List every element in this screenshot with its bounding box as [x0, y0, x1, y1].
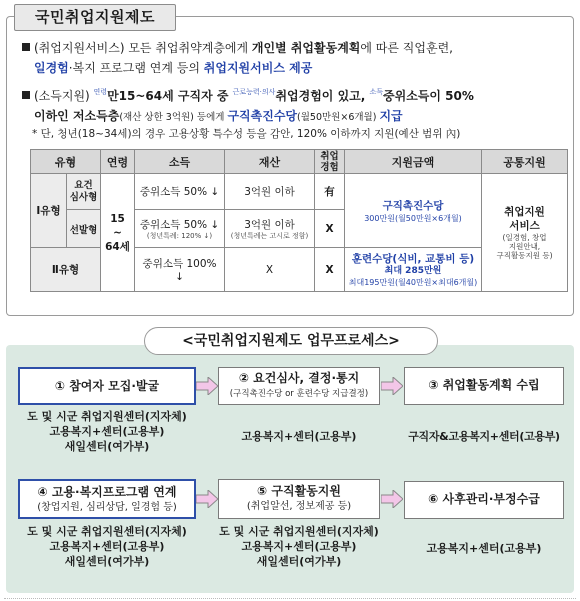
support2-title: 훈련수당(식비, 교통비 등)	[351, 253, 475, 265]
header-experience: 취업 경험	[315, 150, 345, 174]
support1-cell	[345, 174, 482, 248]
type2-cell: Ⅱ유형	[31, 248, 101, 292]
para1-line2-b: ·복지 프로그램 연계 등의	[68, 61, 204, 75]
step-job-search-sub: (취업알선, 정보제공 등)	[246, 501, 352, 512]
header-type: 유형	[31, 150, 101, 174]
age-cell: 15 ~ 64세	[101, 174, 135, 292]
para2-sup-age: 연령	[93, 88, 108, 96]
para-income-support	[22, 82, 474, 128]
row2-income-sub: (청년특례: 120% ↓)	[146, 231, 213, 240]
org-screening: 고용복지+센터(고용부)	[241, 430, 357, 443]
para1-text-c: 에 따른 직업훈련,	[360, 41, 453, 55]
org-plan: 구직자&고용복지+센터(고용부)	[408, 430, 560, 443]
common-sub: (일경험, 창업 지원안내, 구직활동지원 등)	[496, 233, 553, 260]
type1-cell: Ⅰ유형	[31, 174, 67, 248]
step-program-link	[18, 479, 196, 519]
step-job-search-label: ⑤ 구직활동지원	[257, 484, 341, 498]
table-header-row	[31, 150, 568, 174]
support2-cell	[345, 248, 482, 292]
page-divider	[4, 598, 576, 600]
para-employment-service	[22, 38, 453, 78]
support1-sub: 300만원(월50만원×6개월)	[364, 213, 462, 223]
step-aftercare	[404, 481, 564, 519]
para1-line2-a: 일경험	[34, 61, 69, 75]
step-job-search	[218, 479, 380, 519]
row2-asset-text: 3억원 이하	[244, 218, 295, 231]
para1-text-b: 개인별 취업활동계획	[251, 41, 361, 55]
common-title: 취업지원 서비스	[504, 206, 545, 232]
row2-asset-sub: (청년특례는 고시로 정함)	[230, 231, 309, 240]
right-arrow-icon	[196, 490, 218, 508]
bullet-square-icon	[22, 43, 30, 51]
para2-line2-b: (재산 상한 3억원) 등에게	[119, 112, 228, 123]
row3-exp: X	[315, 248, 345, 292]
step-screening	[218, 367, 380, 405]
header-amount: 지원금액	[345, 150, 482, 174]
step-screening-label: ② 요건심사, 결정·통지	[238, 371, 360, 385]
header-income: 소득	[135, 150, 225, 174]
header-common: 공통지원	[482, 150, 568, 174]
para2-line2-e: 지급	[379, 109, 403, 123]
org-aftercare: 고용복지+센터(고용부)	[426, 542, 542, 555]
row3-asset: X	[225, 248, 315, 292]
header-age: 연령	[101, 150, 135, 174]
org-recruit: 도 및 시군 취업지원센터(지자체) 고용복지+센터(고용부) 새일센터(여가부)	[27, 410, 187, 453]
para2-text-b: 만15~64세 구직자 중	[107, 89, 233, 103]
para2-text-c: 취업경험이 있고,	[275, 89, 370, 103]
step-program-link-sub: (창업지원, 심리상담, 일경험 등)	[37, 502, 177, 513]
row1-asset-text: 3억원 이하	[244, 186, 295, 198]
eligibility-table	[30, 149, 568, 292]
row2-income-text: 중위소득 50% ↓	[139, 218, 220, 231]
para1-text-a: (취업지원서비스) 모든 취업취약계층에게	[34, 41, 252, 55]
support1-title: 구직촉진수당	[382, 199, 444, 212]
row2-exp: X	[315, 210, 345, 248]
support2-sub2: 최대195만원(월40만원×최대6개월)	[348, 278, 478, 287]
para2-sup-income: 소득	[369, 88, 384, 96]
step-recruit-label: ① 참여자 모집·발굴	[54, 379, 160, 393]
row1-income	[135, 174, 225, 210]
type1-sub1-cell: 요건 심사형	[67, 174, 101, 210]
row3-income: 중위소득 100% ↓	[135, 248, 225, 292]
para2-sup-exp: 근로능력·의사	[232, 88, 276, 96]
para2-line2-a: 이하인 저소득층	[34, 109, 120, 123]
step-program-link-label: ④ 고용·복지프로그램 연계	[37, 485, 177, 499]
note-youth-exception: * 단, 청년(18~34세)의 경우 고용상황 특수성 등을 감안, 120% 이하까지 지원(예산 범위 內)	[32, 128, 461, 140]
step-aftercare-label: ⑥ 사후관리·부정수급	[428, 492, 540, 506]
row2-asset	[225, 210, 315, 248]
common-support-cell	[482, 174, 568, 292]
step-screening-sub: (구직촉진수당 or 훈련수당 지급결정)	[229, 389, 369, 399]
right-arrow-icon	[381, 377, 403, 395]
header-asset: 재산	[225, 150, 315, 174]
step-plan-label: ③ 취업활동계획 수립	[428, 378, 540, 392]
process-title: <국민취업지원제도 업무프로세스>	[144, 327, 438, 355]
type1-sub2-cell: 선발형	[67, 210, 101, 248]
table-row	[31, 174, 568, 210]
para2-line2-c: 구직촉진수당	[227, 109, 298, 123]
para2-line2-d: (월50만원×6개월)	[297, 112, 380, 123]
bullet-square-icon	[22, 91, 30, 99]
row1-asset	[225, 174, 315, 210]
para2-text-a: (소득지원)	[34, 89, 94, 103]
step-plan	[404, 367, 564, 405]
row1-income-text: 중위소득 50% ↓	[139, 186, 220, 198]
org-job-search: 도 및 시군 취업지원센터(지자체) 고용복지+센터(고용부) 새일센터(여가부)	[219, 525, 379, 568]
para1-line2-c: 취업지원서비스 제공	[203, 61, 313, 75]
row1-exp: 有	[315, 174, 345, 210]
right-arrow-icon	[196, 377, 218, 395]
step-recruit	[18, 367, 196, 405]
page-title: 국민취업지원제도	[14, 4, 176, 31]
org-program-link: 도 및 시군 취업지원센터(지자체) 고용복지+센터(고용부) 새일센터(여가부)	[27, 525, 187, 568]
support2-sub: 최대 285만원	[384, 266, 442, 276]
para2-text-d: 중위소득이 50%	[383, 89, 474, 103]
row2-income	[135, 210, 225, 248]
right-arrow-icon	[381, 490, 403, 508]
